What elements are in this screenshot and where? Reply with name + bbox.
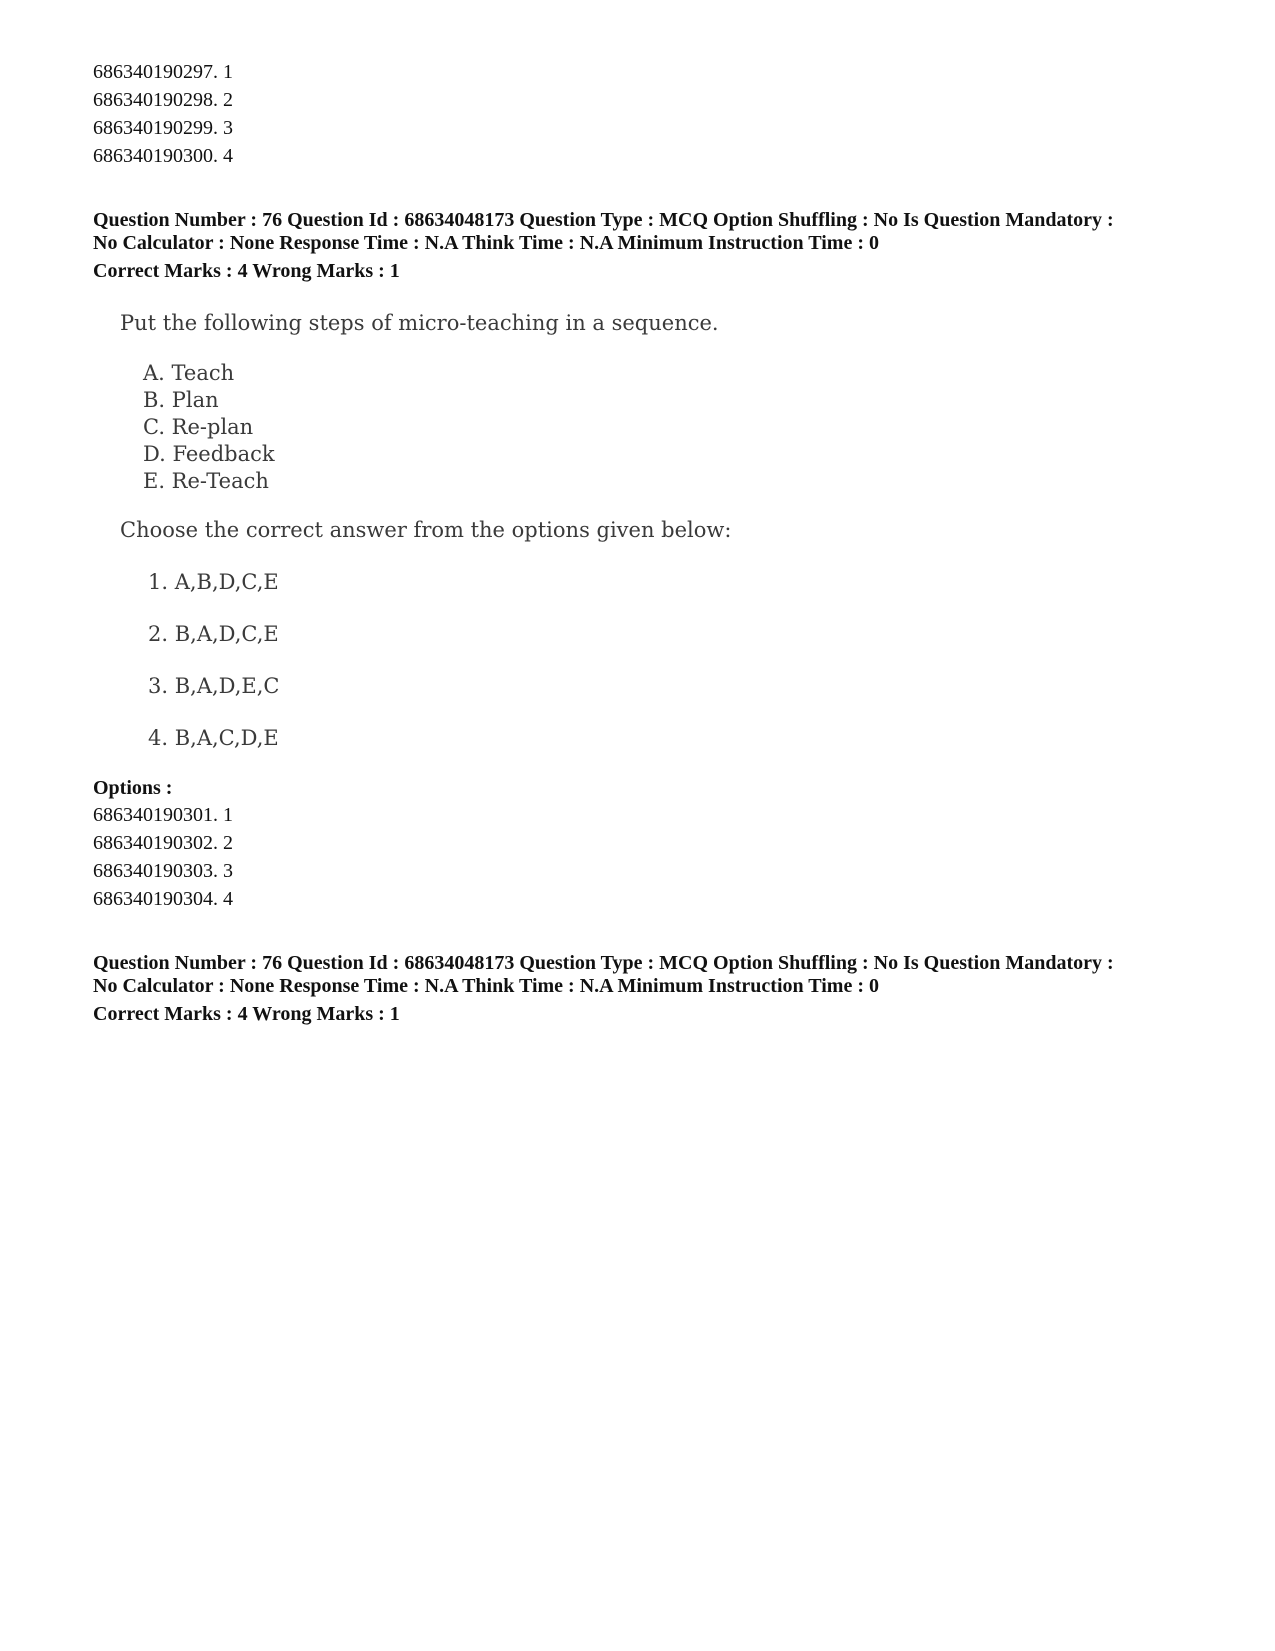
- answer-choice-4: 4. B,A,C,D,E: [148, 726, 279, 750]
- sequence-step-a: A. Teach: [143, 361, 235, 385]
- previous-option-4: 686340190300. 4: [93, 145, 233, 167]
- previous-option-3: 686340190299. 3: [93, 117, 233, 139]
- sequence-step-d: D. Feedback: [143, 442, 275, 466]
- previous-option-1: 686340190297. 1: [93, 61, 233, 83]
- options-label: Options :: [93, 777, 173, 799]
- sequence-step-e: E. Re-Teach: [143, 469, 269, 493]
- previous-option-2: 686340190298. 2: [93, 89, 233, 111]
- sequence-step-b: B. Plan: [143, 388, 219, 412]
- question-meta-line-2: No Calculator : None Response Time : N.A Think Time : N.A Minimum Instruction Time : 0: [93, 975, 879, 997]
- option-id-1: 686340190301. 1: [93, 804, 233, 826]
- answer-choice-3: 3. B,A,D,E,C: [148, 674, 280, 698]
- option-id-3: 686340190303. 3: [93, 860, 233, 882]
- option-id-4: 686340190304. 4: [93, 888, 233, 910]
- question-marks: Correct Marks : 4 Wrong Marks : 1: [93, 1003, 400, 1025]
- option-id-2: 686340190302. 2: [93, 832, 233, 854]
- question-marks: Correct Marks : 4 Wrong Marks : 1: [93, 260, 400, 282]
- question-stem: Put the following steps of micro-teaching in a sequence.: [120, 311, 719, 335]
- answer-choice-2: 2. B,A,D,C,E: [148, 622, 279, 646]
- answer-choice-1: 1. A,B,D,C,E: [148, 570, 279, 594]
- question-meta-line-1: Question Number : 76 Question Id : 68634048173 Question Type : MCQ Option Shuffling : No Is Question Mandatory :: [93, 209, 1114, 231]
- question-meta-line-1: Question Number : 76 Question Id : 68634048173 Question Type : MCQ Option Shuffling : No Is Question Mandatory :: [93, 952, 1114, 974]
- question-meta-line-2: No Calculator : None Response Time : N.A Think Time : N.A Minimum Instruction Time : 0: [93, 232, 879, 254]
- question-instruction: Choose the correct answer from the options given below:: [120, 518, 732, 542]
- sequence-step-c: C. Re-plan: [143, 415, 254, 439]
